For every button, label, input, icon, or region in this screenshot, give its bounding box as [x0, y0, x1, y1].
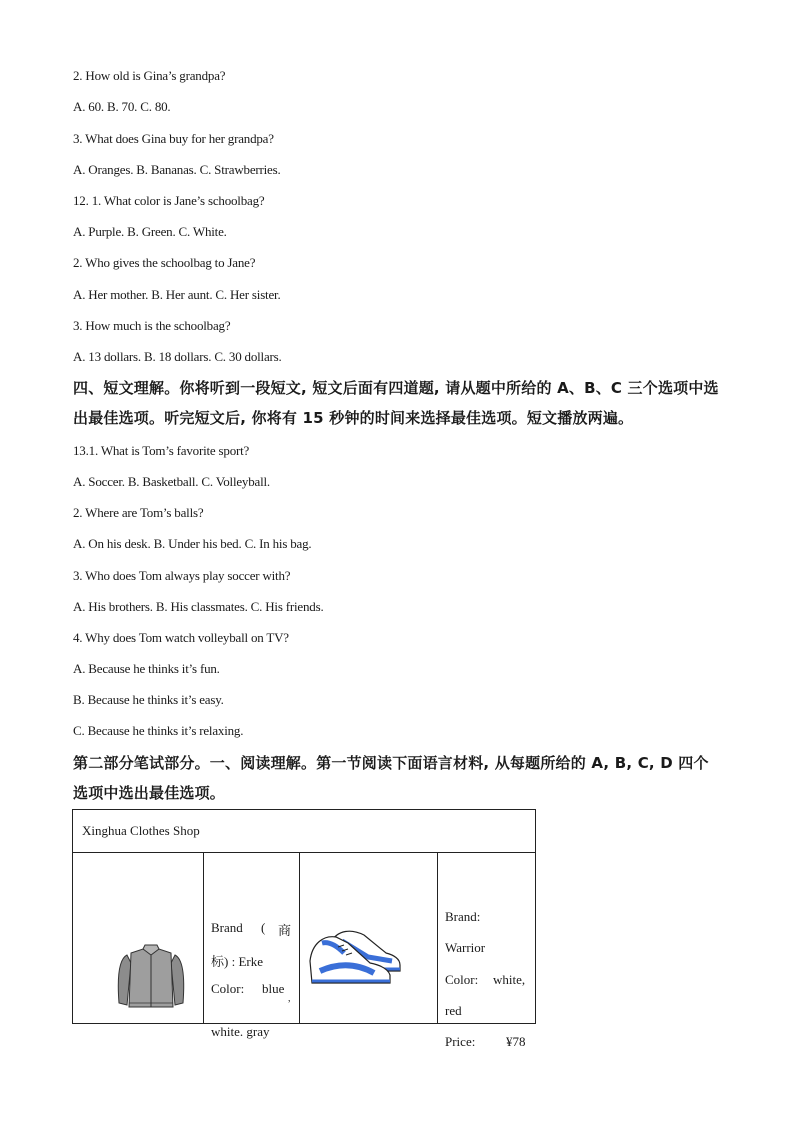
part-heading: 第二部分笔试部分。一、阅读理解。第一节阅读下面语言材料, 从每题所给的 A, B, C, D 四个选项中选出最佳选项。	[73, 754, 709, 802]
answer-options: A. His brothers. B. His classmates. C. His friends.	[73, 599, 324, 614]
jacket-info	[204, 853, 300, 1039]
shop-table	[72, 809, 536, 1049]
question-text: 3. What does Gina buy for her grandpa?	[73, 131, 274, 146]
question-text: 4. Why does Tom watch volleyball on TV?	[73, 630, 289, 645]
brand-label: Brand	[211, 920, 243, 935]
answer-options: A. 13 dollars. B. 18 dollars. C. 30 dollars.	[73, 349, 282, 364]
question-text: 12. 1. What color is Jane’s schoolbag?	[73, 193, 265, 208]
answer-options: A. Soccer. B. Basketball. C. Volleyball.	[73, 474, 270, 489]
answer-options: A. Oranges. B. Bananas. C. Strawberries.	[73, 162, 281, 177]
color-value-2: white. gray	[211, 1024, 270, 1039]
brand-cn: 商	[278, 923, 292, 938]
answer-option: B. Because he thinks it’s easy.	[73, 692, 224, 707]
brand-value: Warrior	[445, 940, 486, 955]
jacket-icon	[73, 853, 203, 1019]
answer-option: C. Because he thinks it’s relaxing.	[73, 723, 244, 738]
price-label: Price:	[445, 1034, 476, 1049]
color-label: Color:	[445, 972, 479, 987]
question-text: 2. How old is Gina’s grandpa?	[73, 68, 226, 83]
price-value: ¥78	[506, 1034, 526, 1049]
color-value: white,	[493, 972, 526, 987]
answer-options: A. 60. B. 70. C. 80.	[73, 99, 171, 114]
answer-options: A. Her mother. B. Her aunt. C. Her sister.	[73, 287, 281, 302]
jacket-cell	[73, 853, 204, 1024]
brand-value: 标) : Erke	[211, 954, 263, 969]
answer-options: A. On his desk. B. Under his bed. C. In his bag.	[73, 536, 312, 551]
brand-label: Brand:	[445, 909, 481, 924]
section-heading: 四、短文理解。你将听到一段短文, 短文后面有四道题, 请从题中所给的 A、B、C 三个选项中选出最佳选项。听完短文后, 你将有 15 秒钟的时间来选择最佳选项。短文播放两遍。	[73, 379, 719, 427]
question-text: 2. Who gives the schoolbag to Jane?	[73, 255, 256, 270]
sneaker-icon	[300, 853, 437, 1019]
answer-options: A. Purple. B. Green. C. White.	[73, 224, 227, 239]
color-label: Color:	[211, 981, 245, 996]
answer-option: A. Because he thinks it’s fun.	[73, 661, 220, 676]
question-text: 2. Where are Tom’s balls?	[73, 505, 204, 520]
color-value-2: red	[445, 1003, 462, 1018]
color-comma: ,	[288, 993, 291, 1004]
sneaker-cell	[300, 853, 438, 1024]
paren-open: (	[261, 920, 266, 935]
question-text: 3. Who does Tom always play soccer with?	[73, 568, 291, 583]
sneaker-info	[438, 853, 536, 1049]
question-text: 13.1. What is Tom’s favorite sport?	[73, 443, 250, 458]
question-text: 3. How much is the schoolbag?	[73, 318, 231, 333]
color-value: blue	[262, 981, 285, 996]
shop-title: Xinghua Clothes Shop	[73, 810, 536, 853]
